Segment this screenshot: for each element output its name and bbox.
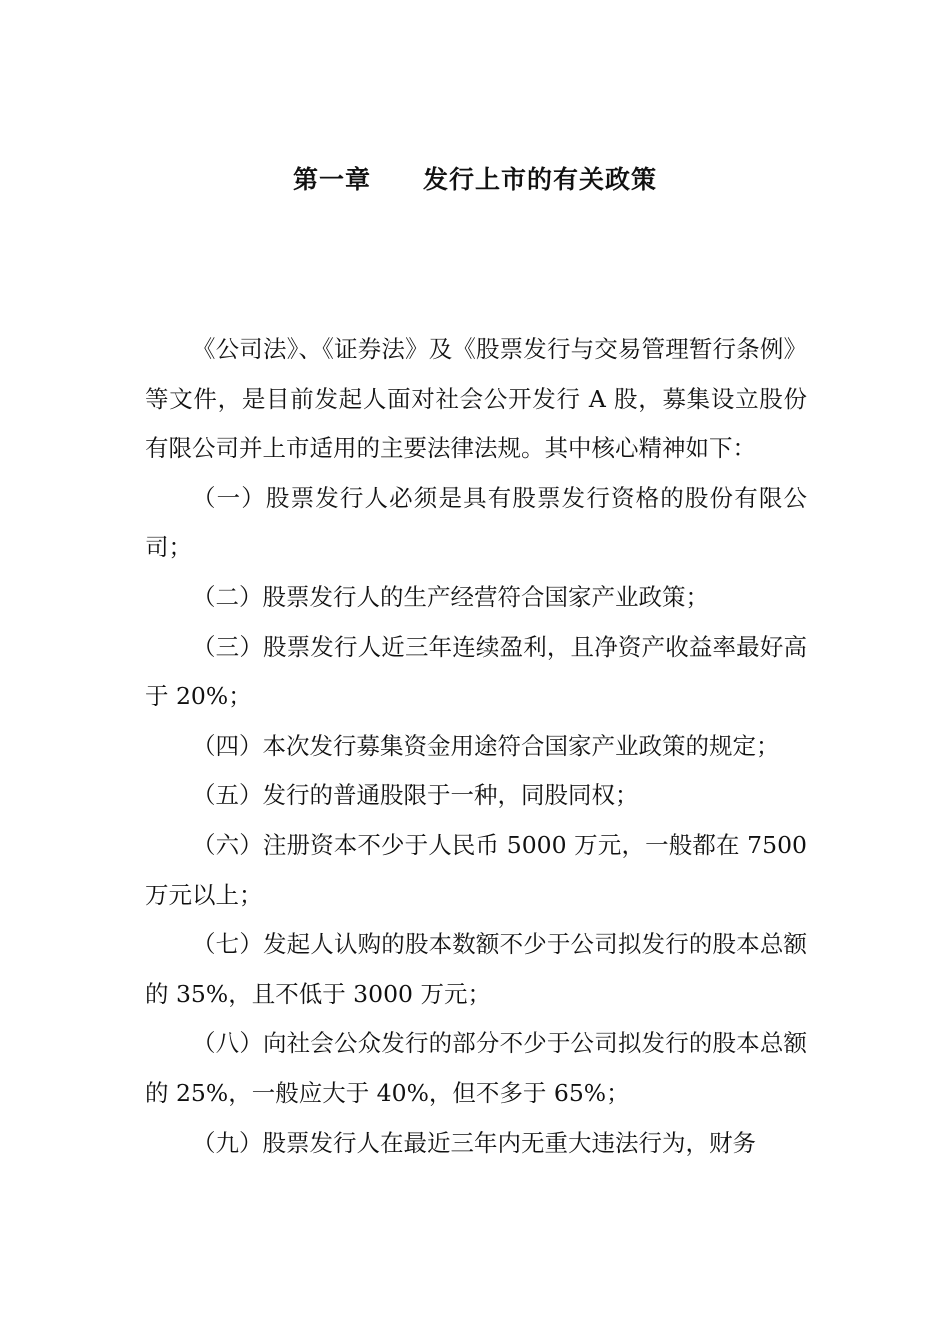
list-item-6: （六）注册资本不少于人民币 5000 万元，一般都在 7500 万元以上； xyxy=(145,830,807,909)
list-item-1: （一）股票发行人必须是具有股票发行资格的股份有限公司； xyxy=(145,483,807,562)
chapter-title: 第一章 发行上市的有关政策 xyxy=(292,165,657,194)
list-item-2: （二）股票发行人的生产经营符合国家产业政策； xyxy=(192,582,709,611)
intro-paragraph: 《公司法》、《证券法》及《股票发行与交易管理暂行条例》等文件，是目前发起人面对社会公开发行 A 股，募集设立股份有限公司并上市适用的主要法律法规。其中核心精神如下： xyxy=(145,335,807,463)
document-body xyxy=(145,325,807,1168)
list-item-5: （五）发行的普通股限于一种，同股同权； xyxy=(192,781,639,810)
list-item-9: （九）股票发行人在最近三年内无重大违法行为，财务 xyxy=(192,1128,756,1157)
list-item-8: （八）向社会公众发行的部分不少于公司拟发行的股本总额的 25%，一般应大于 40%，但不多于 65%； xyxy=(145,1029,807,1107)
list-item-7: （七）发起人认购的股本数额不少于公司拟发行的股本总额的 35%，且不低于 3000 万元； xyxy=(145,930,807,1008)
list-item-4: （四）本次发行募集资金用途符合国家产业政策的规定； xyxy=(192,731,780,760)
list-item-3: （三）股票发行人近三年连续盈利，且净资产收益率最好高于 20%； xyxy=(145,632,807,711)
